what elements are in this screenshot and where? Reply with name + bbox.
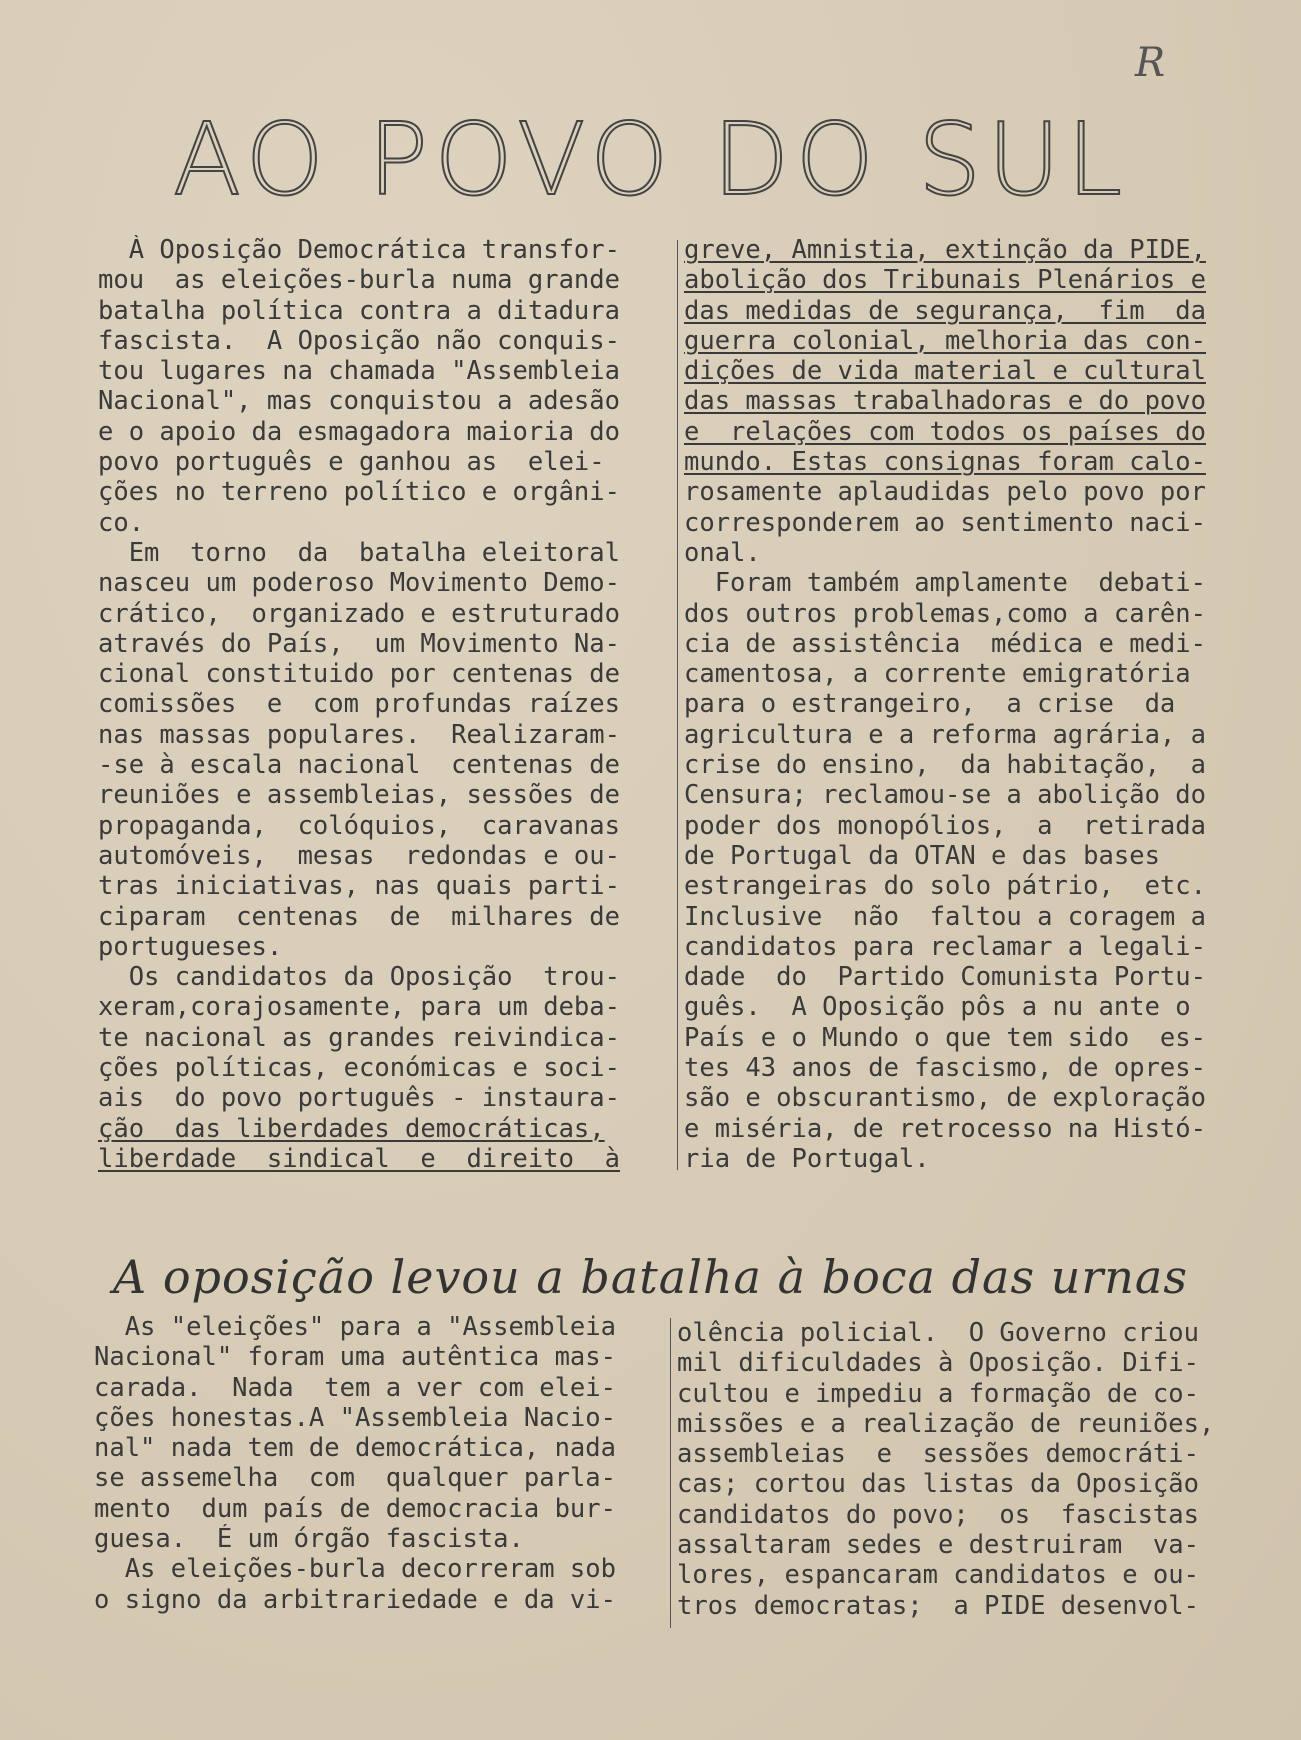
text-line: As "eleições" para a "Assembleia bbox=[94, 1312, 616, 1342]
text-line: guerra colonial, melhoria das con- bbox=[684, 325, 1206, 356]
text-line: nas massas populares. Realizaram- bbox=[98, 719, 620, 750]
corner-handwritten-mark: R bbox=[1135, 40, 1166, 86]
text-line: e relações com todos os países do bbox=[684, 416, 1206, 447]
text-line: automóveis, mesas redondas e ou- bbox=[98, 840, 620, 871]
text-line: cional constituido por centenas de bbox=[98, 659, 620, 690]
text-line: candidatos do povo; os fascistas bbox=[677, 1499, 1199, 1530]
text-line: crise do ensino, da habitação, a bbox=[684, 750, 1206, 781]
text-line: crático, organizado e estruturado bbox=[98, 598, 620, 629]
text-line: Nacional" foram uma autêntica mas- bbox=[94, 1342, 616, 1373]
text-line: para o estrangeiro, a crise da bbox=[684, 689, 1176, 720]
text-line: guesa. É um órgão fascista. bbox=[94, 1524, 524, 1555]
text-line: missões e a realização de reuniões, bbox=[677, 1408, 1215, 1439]
text-line: lores, espancaram candidatos e ou- bbox=[677, 1560, 1199, 1591]
text-line: o signo da arbitrariedade e da vi- bbox=[94, 1584, 616, 1615]
text-line: tes 43 anos de fascismo, de opres- bbox=[684, 1053, 1206, 1084]
text-line: te nacional as grandes reivindica- bbox=[98, 1022, 620, 1053]
text-line: cas; cortou das listas da Oposição bbox=[677, 1469, 1199, 1500]
text-line: mundo. Estas consignas foram calo- bbox=[684, 447, 1206, 478]
column-divider-2 bbox=[670, 1318, 671, 1628]
text-line: Os candidatos da Oposição trou- bbox=[98, 962, 620, 993]
text-line: e o apoio da esmagadora maioria do bbox=[98, 416, 620, 447]
text-line: À Oposição Democrática transfor- bbox=[98, 235, 620, 265]
text-line: estrangeiras do solo pátrio, etc. bbox=[684, 871, 1206, 902]
text-line: ais do povo português - instaura- bbox=[98, 1083, 620, 1114]
text-line: ções honestas.A "Assembleia Nacio- bbox=[94, 1402, 616, 1433]
text-line: reuniões e assembleias, sessões de bbox=[98, 780, 620, 811]
text-line: dade do Partido Comunista Portu- bbox=[684, 962, 1206, 993]
text-line: liberdade sindical e direito à bbox=[98, 1143, 620, 1174]
text-line: mil dificuldades à Oposição. Difi- bbox=[677, 1348, 1199, 1379]
text-line: abolição dos Tribunais Plenários e bbox=[684, 265, 1206, 296]
text-line: ção das liberdades democráticas, bbox=[98, 1113, 605, 1144]
text-line: greve, Amnistia, extinção da PIDE, bbox=[684, 235, 1206, 265]
text-line: co. bbox=[98, 507, 145, 538]
text-line: de Portugal da OTAN e das bases bbox=[684, 840, 1160, 871]
text-line: -se à escala nacional centenas de bbox=[98, 750, 620, 781]
text-line: Foram também amplamente debati- bbox=[684, 568, 1206, 599]
page-title: AO POVO DO SUL bbox=[172, 101, 1129, 218]
text-line: das massas trabalhadoras e do povo bbox=[684, 386, 1206, 417]
text-line: Censura; reclamou-se a abolição do bbox=[684, 780, 1206, 811]
text-line: cultou e impediu a formação de co- bbox=[677, 1378, 1199, 1409]
text-line: mento dum país de democracia bur- bbox=[94, 1493, 616, 1524]
column-divider-1 bbox=[677, 240, 678, 1170]
text-line: nal" nada tem de democrática, nada bbox=[94, 1433, 616, 1464]
text-line: poder dos monopólios, a retirada bbox=[684, 810, 1206, 841]
text-line: Nacional", mas conquistou a adesão bbox=[98, 386, 620, 417]
text-line: tou lugares na chamada "Assembleia bbox=[98, 356, 620, 387]
text-line: ciparam centenas de milhares de bbox=[98, 901, 620, 932]
text-line: povo português e ganhou as elei- bbox=[98, 447, 605, 478]
text-line: carada. Nada tem a ver com elei- bbox=[94, 1372, 616, 1403]
text-line: ria de Portugal. bbox=[684, 1143, 930, 1174]
text-line: se assemelha com qualquer parla- bbox=[94, 1463, 616, 1494]
text-line: dos outros problemas,como a carên- bbox=[684, 598, 1206, 629]
text-line: olência policial. O Governo criou bbox=[677, 1318, 1199, 1348]
text-line: tros democratas; a PIDE desenvol- bbox=[677, 1590, 1199, 1621]
text-line: através do País, um Movimento Na- bbox=[98, 628, 620, 659]
text-line: Em torno da batalha eleitoral bbox=[98, 537, 620, 568]
text-line: ções políticas, económicas e soci- bbox=[98, 1053, 620, 1084]
text-line: corresponderem ao sentimento naci- bbox=[684, 507, 1206, 538]
text-line: nasceu um poderoso Movimento Demo- bbox=[98, 568, 620, 599]
text-line: fascista. A Oposição não conquis- bbox=[98, 325, 620, 356]
text-line: As eleições-burla decorreram sob bbox=[94, 1554, 616, 1585]
text-line: cia de assistência médica e medi- bbox=[684, 628, 1206, 659]
text-line: País e o Mundo o que tem sido es- bbox=[684, 1022, 1206, 1053]
text-line: e miséria, de retrocesso na Histó- bbox=[684, 1113, 1206, 1144]
text-line: tras iniciativas, nas quais parti- bbox=[98, 871, 620, 902]
text-line: guês. A Oposição pôs a nu ante o bbox=[684, 992, 1191, 1023]
text-line: propaganda, colóquios, caravanas bbox=[98, 810, 620, 841]
section1-left-column bbox=[98, 235, 670, 1174]
text-line: assembleias e sessões democráti- bbox=[677, 1439, 1199, 1470]
text-line: candidatos para reclamar a legali- bbox=[684, 931, 1206, 962]
text-line: são e obscurantismo, de exploração bbox=[684, 1083, 1206, 1114]
text-line: ções no terreno político e orgâni- bbox=[98, 477, 620, 508]
text-line: rosamente aplaudidas pelo povo por bbox=[684, 477, 1206, 508]
text-line: assaltaram sedes e destruiram va- bbox=[677, 1530, 1199, 1561]
text-line: camentosa, a corrente emigratória bbox=[684, 659, 1191, 690]
text-line: portugueses. bbox=[98, 931, 283, 962]
section2-left-column bbox=[94, 1312, 666, 1615]
text-line: mou as eleições-burla numa grande bbox=[98, 265, 620, 296]
text-line: xeram,corajosamente, para um deba- bbox=[98, 992, 620, 1023]
section2-right-column bbox=[677, 1318, 1243, 1621]
section-heading-handwritten: A oposição levou a batalha à boca das urnas bbox=[113, 1250, 1188, 1304]
text-line: batalha política contra a ditadura bbox=[98, 295, 620, 326]
text-line: das medidas de segurança, fim da bbox=[684, 295, 1206, 326]
text-line: comissões e com profundas raízes bbox=[98, 689, 620, 720]
text-line: agricultura e a reforma agrária, a bbox=[684, 719, 1206, 750]
text-line: onal. bbox=[684, 537, 761, 568]
section1-right-column bbox=[684, 235, 1248, 1174]
text-line: Inclusive não faltou a coragem a bbox=[684, 901, 1206, 932]
text-line: dições de vida material e cultural bbox=[684, 356, 1206, 387]
